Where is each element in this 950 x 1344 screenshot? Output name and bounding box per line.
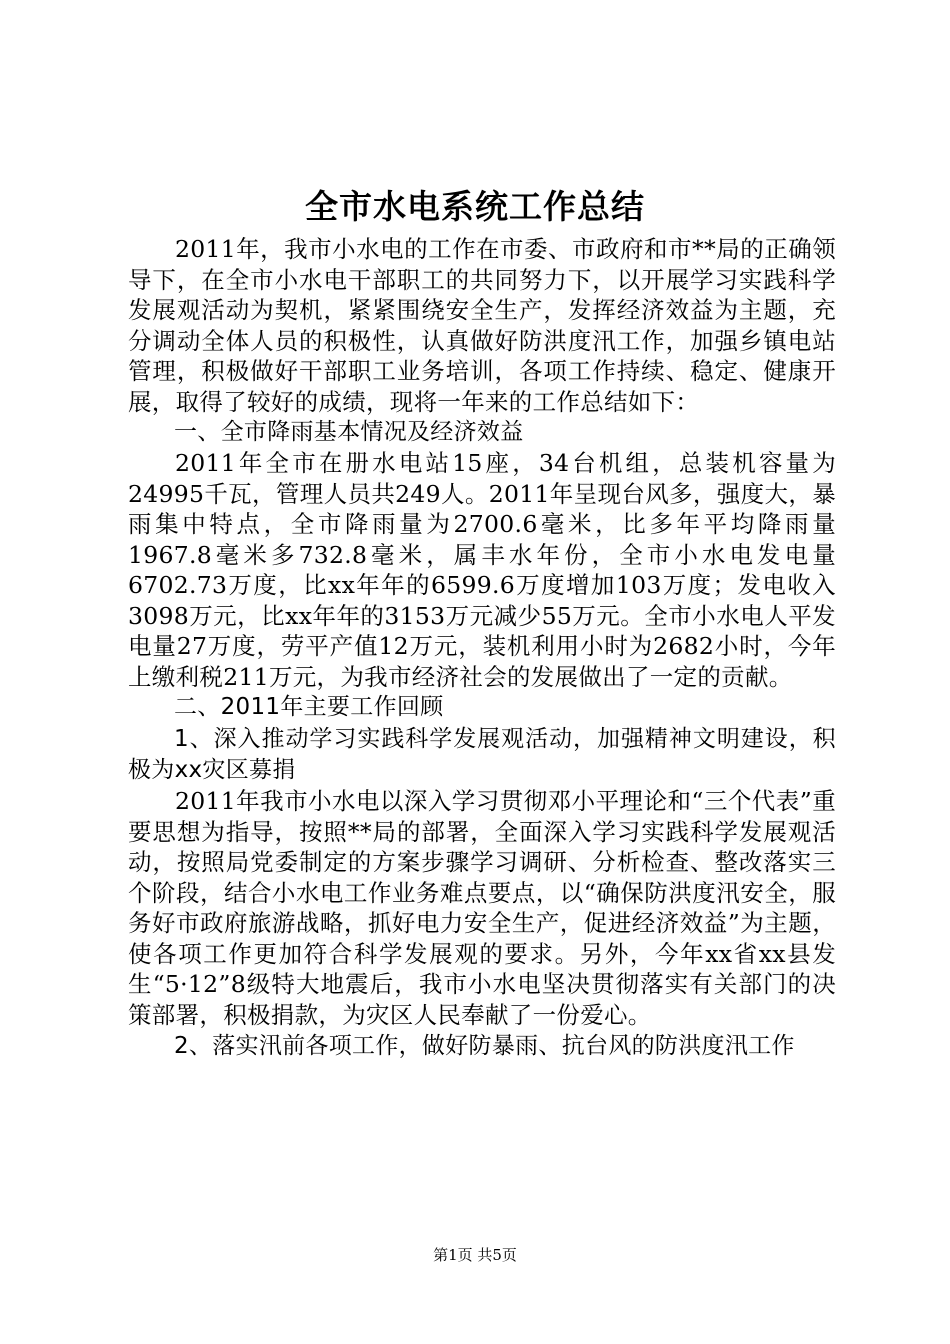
document-title: 全市水电系统工作总结 — [305, 187, 645, 226]
study-paragraph: 2011年我市小水电以深入学习贯彻邓小平理论和“三个代表”重要思想为指导，按照**局的部署，全面深入学习实践科学发展观活动，按照局党委制定的方案步骤学习调研、分析检查、整改落实三个阶段，结合小水电工作业务难点要点，以“确保防洪度汛安全，服务好市政府旅游战略，抓好电力安全生产，促进经济效益”为主题，使各项工作更加符合科学发展观的要求。另外，今年xx省xx县发生“5·12”8级特大地震后，我市小水电坚决贯彻落实有关部门的决策部署，积极捐款，为灾区人民奉献了一份爱心。 — [128, 787, 836, 1029]
rainfall-paragraph: 2011年全市在册水电站15座，34台机组，总装机容量为24995千瓦，管理人员共249人。2011年呈现台风多，强度大，暴雨集中特点，全市降雨量为2700.6毫米，比多年平均降雨量1967.8毫米多732.8毫米，属丰水年份，全市小水电发电量6702.73万度，比xx年年的6599.6万度增加103万度；发电收入3098万元，比xx年年的3153万元减少55万元。全市小水电人平发电量27万度，劳平产值12万元，装机利用小时为2682小时，今年上缴利税211万元，为我市经济社会的发展做出了一定的贡献。 — [128, 449, 836, 691]
subsection-heading-2: 2、落实汛前各项工作，做好防暴雨、抗台风的防洪度汛工作 — [174, 1033, 795, 1059]
intro-paragraph: 2011年，我市小水电的工作在市委、市政府和市**局的正确领导下，在全市小水电干部职工的共同努力下，以开展学习实践科学发展观活动为契机，紧紧围绕安全生产，发挥经济效益为主题，充分调动全体人员的积极性，认真做好防洪度汛工作，加强乡镇电站管理，积极做好干部职工业务培训，各项工作持续、稳定、健康开展，取得了较好的成绩，现将一年来的工作总结如下： — [128, 235, 836, 416]
section-heading-2: 二、2011年主要工作回顾 — [174, 694, 444, 720]
subsection-heading-1: 1、深入推动学习实践科学发展观活动，加强精神文明建设，积极为xx灾区募捐 — [128, 726, 836, 783]
page-footer: 第1页 共5页 — [433, 1246, 517, 1264]
document-body — [128, 234, 836, 1062]
section-heading-1: 一、全市降雨基本情况及经济效益 — [174, 419, 524, 445]
